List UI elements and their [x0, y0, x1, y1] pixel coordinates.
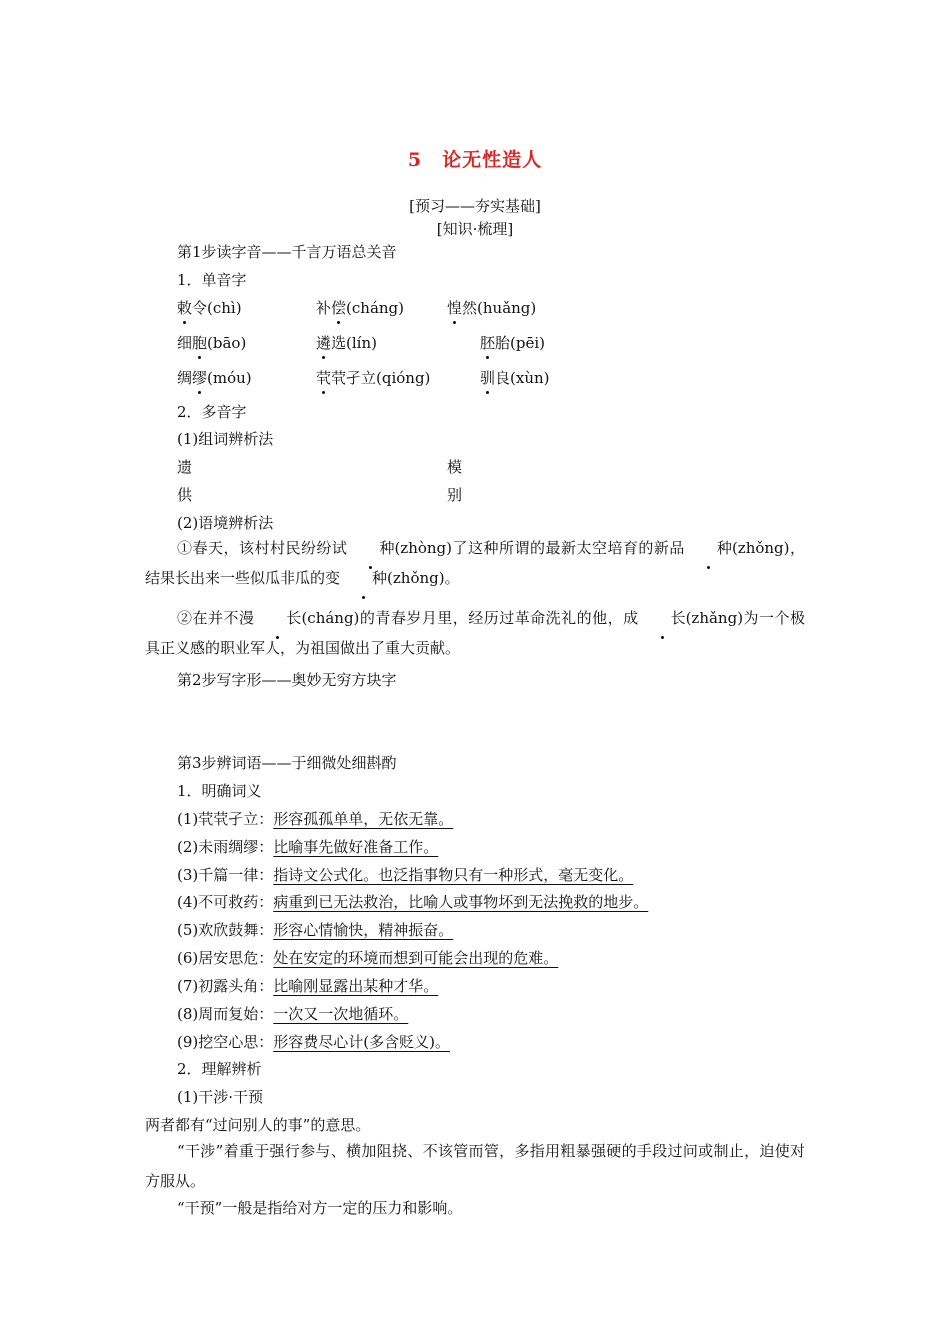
method2-heading: (2)语境辨析法 [177, 514, 274, 532]
single-char-heading: 1．单音字 [177, 271, 247, 289]
ganyu-explanation: “干预”一般是指给对方一定的压力和影响。 [177, 1199, 463, 1217]
single-word-3: 惶然(huǎng) [447, 299, 537, 317]
vocab-heading: 1．明确词义 [177, 782, 262, 800]
step2-heading: 第2步写字形——奥妙无穷方块字 [177, 671, 397, 689]
vocab-item-9: (9)挖空心思：形容费尽心计(多含贬义)。 [177, 1033, 450, 1051]
single-word-2: 补偿(cháng) [316, 299, 405, 317]
char-mo: 模 [447, 458, 463, 476]
example-1: ①春天，该村村民纷纷试 种(zhòng)了这种所谓的最新太空培育的新品 种(zhǒng)，结果长出来一些似瓜非瓜的变 种(zhǒng)。 [145, 533, 805, 593]
single-word-7: 绸缪(móu) [177, 369, 252, 387]
char-bie: 别 [447, 486, 463, 504]
analysis-heading: 2．理解辨析 [177, 1060, 262, 1078]
vocab-item-7: (7)初露头角：比喻刚显露出某种才华。 [177, 977, 439, 995]
shared-meaning: 两者都有“过问别人的事”的意思。 [145, 1116, 371, 1134]
single-word-1: 敕令(chì) [177, 299, 242, 317]
vocab-item-3: (3)千篇一律：指诗文公式化。也泛指事物只有一种形式，毫无变化。 [177, 866, 634, 884]
section-heading: [预习——夯实基础] [409, 197, 541, 215]
single-word-5: 遴选(lín) [316, 334, 377, 352]
vocab-item-4: (4)不可救药：病重到已无法救治，比喻人或事物坏到无法挽救的地步。 [177, 893, 649, 911]
char-gong: 供 [177, 486, 193, 504]
ganshe-explanation: “干涉”着重于强行参与、横加阻挠、不该管而管，多指用粗暴强硬的手段过问或制止，迫使对方服从。 [145, 1142, 805, 1190]
page-title: 5 论无性造人 [407, 149, 543, 171]
method1-heading: (1)组词辨析法 [177, 430, 274, 448]
vocab-item-5: (5)欢欣鼓舞：形容心情愉快，精神振奋。 [177, 921, 454, 939]
vocab-item-2: (2)未雨绸缪：比喻事先做好准备工作。 [177, 838, 439, 856]
single-word-8: 茕茕孑立(qióng) [316, 369, 431, 387]
multi-char-heading: 2．多音字 [177, 403, 247, 421]
vocab-item-6: (6)居安思危：处在安定的环境而想到可能会出现的危难。 [177, 949, 559, 967]
word-pair-heading: (1)干涉·干预 [177, 1088, 264, 1106]
vocab-item-1: (1)茕茕孑立：形容孤孤单单，无依无靠。 [177, 810, 454, 828]
step3-heading: 第3步辨词语——于细微处细斟酌 [177, 754, 397, 772]
char-yi: 遗 [177, 458, 193, 476]
vocab-item-8: (8)周而复始：一次又一次地循环。 [177, 1005, 409, 1023]
step1-heading: 第1步读字音——千言万语总关音 [177, 243, 397, 261]
single-word-4: 细胞(bāo) [177, 334, 247, 352]
example-2: ②在并不漫 长(cháng)的青春岁月里，经历过革命洗礼的他，成 长(zhǎng)为一个极具正义感的职业军人，为祖国做出了重大贡献。 [145, 603, 805, 663]
single-word-6: 胚胎(pēi) [480, 334, 545, 352]
single-word-9: 驯良(xùn) [480, 369, 550, 387]
subsection-heading: [知识·梳理] [436, 220, 514, 238]
